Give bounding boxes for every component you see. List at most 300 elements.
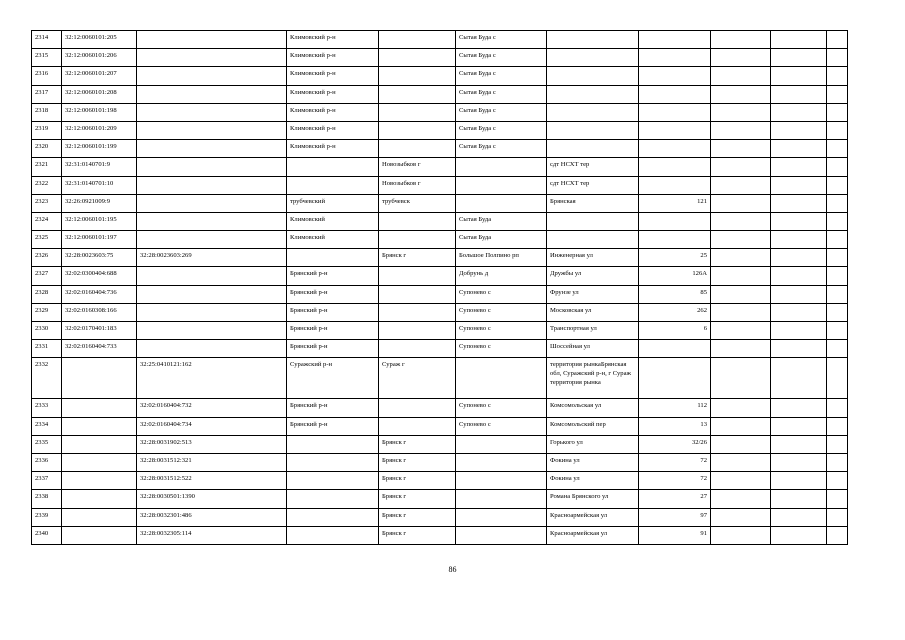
empty-cell [711, 85, 771, 103]
empty-cell [771, 472, 827, 490]
house-number-cell [639, 121, 711, 139]
cadastral-number-cell [62, 508, 137, 526]
row-number-cell: 2335 [32, 435, 62, 453]
table-row [32, 340, 848, 358]
row-number-cell: 2319 [32, 121, 62, 139]
empty-cell [827, 358, 848, 399]
street-cell: Фокина ул [547, 472, 639, 490]
house-number-cell: 6 [639, 322, 711, 340]
street-cell [547, 212, 639, 230]
empty-cell [827, 31, 848, 49]
building-cadastral-number-cell [137, 49, 287, 67]
empty-cell [711, 285, 771, 303]
district-cell: Брянский р-н [287, 340, 379, 358]
district-cell: Брянский р-н [287, 303, 379, 321]
city-cell [379, 417, 456, 435]
table-row [32, 358, 848, 399]
house-number-cell: 112 [639, 399, 711, 417]
street-cell: Комсомольская ул [547, 399, 639, 417]
cadastral-number-cell: 32:12:0060101:209 [62, 121, 137, 139]
settlement-cell: Сытая Буда с [456, 85, 547, 103]
cadastral-number-cell [62, 526, 137, 544]
empty-cell [711, 340, 771, 358]
settlement-cell: Супонево с [456, 285, 547, 303]
building-cadastral-number-cell: 32:28:0032301:486 [137, 508, 287, 526]
settlement-cell: Сытая Буда с [456, 31, 547, 49]
building-cadastral-number-cell [137, 231, 287, 249]
street-cell [547, 31, 639, 49]
empty-cell [711, 194, 771, 212]
street-cell [547, 49, 639, 67]
cadastral-number-cell [62, 435, 137, 453]
registry-table [31, 30, 848, 545]
table-row [32, 194, 848, 212]
street-cell: Романа Брянского ул [547, 490, 639, 508]
table-row [32, 212, 848, 230]
building-cadastral-number-cell: 32:28:0031902:513 [137, 435, 287, 453]
empty-cell [827, 176, 848, 194]
empty-cell [711, 453, 771, 471]
empty-cell [711, 322, 771, 340]
district-cell: Брянский р-н [287, 322, 379, 340]
settlement-cell: Большое Полпино рп [456, 249, 547, 267]
empty-cell [711, 508, 771, 526]
table-row [32, 526, 848, 544]
empty-cell [771, 212, 827, 230]
table-row [32, 285, 848, 303]
street-cell: Шоссейная ул [547, 340, 639, 358]
empty-cell [711, 49, 771, 67]
table-row [32, 158, 848, 176]
city-cell: Новозыбков г [379, 158, 456, 176]
table-row [32, 85, 848, 103]
city-cell [379, 103, 456, 121]
cadastral-number-cell: 32:12:0060101:197 [62, 231, 137, 249]
empty-cell [771, 140, 827, 158]
empty-cell [711, 67, 771, 85]
row-number-cell: 2321 [32, 158, 62, 176]
empty-cell [827, 322, 848, 340]
empty-cell [711, 267, 771, 285]
empty-cell [827, 231, 848, 249]
row-number-cell: 2315 [32, 49, 62, 67]
street-cell: Транспортная ул [547, 322, 639, 340]
row-number-cell: 2316 [32, 67, 62, 85]
street-cell: Фрунзе ул [547, 285, 639, 303]
cadastral-number-cell: 32:12:0060101:205 [62, 31, 137, 49]
house-number-cell [639, 103, 711, 121]
cadastral-number-cell: 32:02:0170401:183 [62, 322, 137, 340]
row-number-cell: 2314 [32, 31, 62, 49]
settlement-cell [456, 176, 547, 194]
empty-cell [827, 453, 848, 471]
empty-cell [771, 453, 827, 471]
cadastral-number-cell: 32:02:0160404:736 [62, 285, 137, 303]
house-number-cell: 27 [639, 490, 711, 508]
settlement-cell: Сытая Буда с [456, 49, 547, 67]
empty-cell [827, 340, 848, 358]
empty-cell [827, 67, 848, 85]
city-cell [379, 285, 456, 303]
settlement-cell [456, 508, 547, 526]
empty-cell [711, 435, 771, 453]
empty-cell [827, 212, 848, 230]
settlement-cell: Сытая Буда с [456, 140, 547, 158]
table-row [32, 508, 848, 526]
empty-cell [827, 435, 848, 453]
empty-cell [827, 158, 848, 176]
street-cell: Брянская [547, 194, 639, 212]
row-number-cell: 2324 [32, 212, 62, 230]
house-number-cell [639, 140, 711, 158]
empty-cell [771, 194, 827, 212]
building-cadastral-number-cell [137, 121, 287, 139]
house-number-cell: 85 [639, 285, 711, 303]
street-cell [547, 85, 639, 103]
table-row [32, 435, 848, 453]
table-row [32, 31, 848, 49]
empty-cell [827, 417, 848, 435]
house-number-cell [639, 340, 711, 358]
building-cadastral-number-cell [137, 176, 287, 194]
house-number-cell: 32/26 [639, 435, 711, 453]
cadastral-number-cell [62, 417, 137, 435]
cadastral-number-cell [62, 399, 137, 417]
building-cadastral-number-cell [137, 158, 287, 176]
city-cell: Сураж г [379, 358, 456, 399]
row-number-cell: 2330 [32, 322, 62, 340]
district-cell: Климовский р-н [287, 31, 379, 49]
empty-cell [771, 49, 827, 67]
cadastral-number-cell: 32:12:0060101:198 [62, 103, 137, 121]
cadastral-number-cell: 32:12:0060101:195 [62, 212, 137, 230]
table-row [32, 399, 848, 417]
cadastral-number-cell [62, 358, 137, 399]
street-cell: Московская ул [547, 303, 639, 321]
empty-cell [711, 31, 771, 49]
table-row [32, 453, 848, 471]
empty-cell [827, 508, 848, 526]
empty-cell [827, 121, 848, 139]
empty-cell [827, 526, 848, 544]
empty-cell [711, 231, 771, 249]
row-number-cell: 2340 [32, 526, 62, 544]
building-cadastral-number-cell [137, 303, 287, 321]
building-cadastral-number-cell: 32:28:0030501:1390 [137, 490, 287, 508]
house-number-cell: 13 [639, 417, 711, 435]
empty-cell [827, 103, 848, 121]
house-number-cell: 126А [639, 267, 711, 285]
cadastral-number-cell: 32:31:0140701:10 [62, 176, 137, 194]
table-row [32, 472, 848, 490]
row-number-cell: 2327 [32, 267, 62, 285]
row-number-cell: 2322 [32, 176, 62, 194]
empty-cell [711, 249, 771, 267]
city-cell [379, 340, 456, 358]
row-number-cell: 2336 [32, 453, 62, 471]
row-number-cell: 2329 [32, 303, 62, 321]
table-row [32, 249, 848, 267]
settlement-cell: Сытая Буда с [456, 121, 547, 139]
empty-cell [771, 322, 827, 340]
house-number-cell [639, 158, 711, 176]
empty-cell [827, 399, 848, 417]
building-cadastral-number-cell: 32:02:0160404:732 [137, 399, 287, 417]
empty-cell [827, 85, 848, 103]
table-row [32, 103, 848, 121]
street-cell [547, 140, 639, 158]
cadastral-number-cell: 32:28:0023603:75 [62, 249, 137, 267]
row-number-cell: 2326 [32, 249, 62, 267]
empty-cell [771, 85, 827, 103]
city-cell [379, 121, 456, 139]
district-cell: Брянский р-н [287, 285, 379, 303]
house-number-cell: 121 [639, 194, 711, 212]
house-number-cell [639, 231, 711, 249]
district-cell: Климовский р-н [287, 49, 379, 67]
house-number-cell [639, 176, 711, 194]
district-cell [287, 472, 379, 490]
table-row [32, 490, 848, 508]
row-number-cell: 2334 [32, 417, 62, 435]
settlement-cell: Добрунь д [456, 267, 547, 285]
row-number-cell: 2332 [32, 358, 62, 399]
city-cell: Брянск г [379, 526, 456, 544]
empty-cell [711, 417, 771, 435]
row-number-cell: 2339 [32, 508, 62, 526]
street-cell: Горького ул [547, 435, 639, 453]
building-cadastral-number-cell [137, 31, 287, 49]
district-cell: Брянский р-н [287, 399, 379, 417]
building-cadastral-number-cell: 32:28:0031512:522 [137, 472, 287, 490]
empty-cell [711, 176, 771, 194]
district-cell: трубчевский [287, 194, 379, 212]
street-cell [547, 121, 639, 139]
empty-cell [827, 472, 848, 490]
district-cell: Суражский р-н [287, 358, 379, 399]
house-number-cell [639, 67, 711, 85]
table-row [32, 176, 848, 194]
empty-cell [771, 249, 827, 267]
city-cell [379, 85, 456, 103]
empty-cell [827, 140, 848, 158]
table-row [32, 417, 848, 435]
city-cell: Брянск г [379, 453, 456, 471]
building-cadastral-number-cell [137, 103, 287, 121]
house-number-cell: 25 [639, 249, 711, 267]
row-number-cell: 2325 [32, 231, 62, 249]
empty-cell [771, 490, 827, 508]
settlement-cell: Сытая Буда с [456, 67, 547, 85]
settlement-cell [456, 490, 547, 508]
row-number-cell: 2331 [32, 340, 62, 358]
house-number-cell: 72 [639, 472, 711, 490]
settlement-cell [456, 526, 547, 544]
row-number-cell: 2317 [32, 85, 62, 103]
cadastral-number-cell: 32:02:0160404:733 [62, 340, 137, 358]
empty-cell [711, 399, 771, 417]
empty-cell [711, 103, 771, 121]
empty-cell [827, 249, 848, 267]
building-cadastral-number-cell [137, 285, 287, 303]
district-cell: Брянский р-н [287, 267, 379, 285]
row-number-cell: 2328 [32, 285, 62, 303]
empty-cell [827, 490, 848, 508]
settlement-cell: Супонево с [456, 417, 547, 435]
building-cadastral-number-cell [137, 267, 287, 285]
house-number-cell [639, 85, 711, 103]
district-cell: Климовский [287, 231, 379, 249]
district-cell [287, 435, 379, 453]
empty-cell [711, 472, 771, 490]
cadastral-number-cell: 32:12:0060101:199 [62, 140, 137, 158]
empty-cell [771, 176, 827, 194]
cadastral-number-cell: 32:26:0921009:9 [62, 194, 137, 212]
empty-cell [771, 285, 827, 303]
empty-cell [711, 490, 771, 508]
street-cell [547, 67, 639, 85]
settlement-cell: Супонево с [456, 303, 547, 321]
house-number-cell [639, 49, 711, 67]
street-cell: Красноармейская ул [547, 526, 639, 544]
building-cadastral-number-cell: 32:28:0032305:114 [137, 526, 287, 544]
city-cell [379, 303, 456, 321]
empty-cell [711, 212, 771, 230]
empty-cell [771, 340, 827, 358]
district-cell: Климовский р-н [287, 85, 379, 103]
city-cell [379, 322, 456, 340]
city-cell [379, 231, 456, 249]
street-cell [547, 103, 639, 121]
settlement-cell [456, 194, 547, 212]
building-cadastral-number-cell [137, 67, 287, 85]
building-cadastral-number-cell [137, 85, 287, 103]
street-cell: Комсомольский пер [547, 417, 639, 435]
district-cell: Климовский р-н [287, 67, 379, 85]
cadastral-number-cell: 32:02:0300404:688 [62, 267, 137, 285]
house-number-cell: 72 [639, 453, 711, 471]
district-cell: Климовский р-н [287, 121, 379, 139]
settlement-cell: Супонево с [456, 399, 547, 417]
district-cell [287, 249, 379, 267]
empty-cell [771, 231, 827, 249]
building-cadastral-number-cell [137, 194, 287, 212]
empty-cell [771, 103, 827, 121]
cadastral-number-cell [62, 453, 137, 471]
settlement-cell: Сытая Буда [456, 212, 547, 230]
cadastral-number-cell: 32:12:0060101:206 [62, 49, 137, 67]
empty-cell [771, 508, 827, 526]
empty-cell [771, 435, 827, 453]
cadastral-number-cell: 32:31:0140701:9 [62, 158, 137, 176]
street-cell: сдт НСХТ тер [547, 158, 639, 176]
district-cell: Климовский [287, 212, 379, 230]
empty-cell [827, 303, 848, 321]
district-cell [287, 158, 379, 176]
city-cell [379, 399, 456, 417]
city-cell: Брянск г [379, 249, 456, 267]
city-cell [379, 140, 456, 158]
empty-cell [771, 31, 827, 49]
house-number-cell [639, 31, 711, 49]
settlement-cell: Сытая Буда [456, 231, 547, 249]
empty-cell [771, 399, 827, 417]
house-number-cell [639, 212, 711, 230]
settlement-cell [456, 358, 547, 399]
empty-cell [827, 285, 848, 303]
row-number-cell: 2318 [32, 103, 62, 121]
city-cell: Брянск г [379, 435, 456, 453]
city-cell [379, 67, 456, 85]
street-cell: Дружбы ул [547, 267, 639, 285]
empty-cell [827, 49, 848, 67]
settlement-cell: Сытая Буда с [456, 103, 547, 121]
city-cell: Брянск г [379, 490, 456, 508]
city-cell [379, 31, 456, 49]
table-body [32, 31, 848, 545]
building-cadastral-number-cell: 32:28:0031512:321 [137, 453, 287, 471]
building-cadastral-number-cell [137, 212, 287, 230]
row-number-cell: 2333 [32, 399, 62, 417]
city-cell: Брянск г [379, 472, 456, 490]
row-number-cell: 2338 [32, 490, 62, 508]
empty-cell [771, 267, 827, 285]
city-cell: Брянск г [379, 508, 456, 526]
settlement-cell [456, 435, 547, 453]
table-row [32, 231, 848, 249]
table-row [32, 322, 848, 340]
table-row [32, 267, 848, 285]
district-cell [287, 176, 379, 194]
table-row [32, 121, 848, 139]
settlement-cell [456, 453, 547, 471]
page-number: 86 [448, 565, 457, 574]
house-number-cell: 91 [639, 526, 711, 544]
cadastral-number-cell: 32:02:0160308:166 [62, 303, 137, 321]
street-cell [547, 231, 639, 249]
building-cadastral-number-cell [137, 322, 287, 340]
city-cell [379, 267, 456, 285]
empty-cell [711, 158, 771, 176]
street-cell: территория рынкаБрянская обл, Суражский р-н, г Сураж территория рынка [547, 358, 639, 399]
settlement-cell [456, 158, 547, 176]
empty-cell [771, 526, 827, 544]
district-cell: Климовский р-н [287, 103, 379, 121]
cadastral-number-cell: 32:12:0060101:208 [62, 85, 137, 103]
table-row [32, 67, 848, 85]
street-cell: Красноармейская ул [547, 508, 639, 526]
row-number-cell: 2320 [32, 140, 62, 158]
street-cell: Фокина ул [547, 453, 639, 471]
building-cadastral-number-cell [137, 340, 287, 358]
district-cell [287, 453, 379, 471]
empty-cell [711, 303, 771, 321]
empty-cell [711, 526, 771, 544]
empty-cell [771, 417, 827, 435]
building-cadastral-number-cell: 32:28:0023603:269 [137, 249, 287, 267]
settlement-cell [456, 472, 547, 490]
empty-cell [771, 303, 827, 321]
city-cell [379, 49, 456, 67]
city-cell: Новозыбков г [379, 176, 456, 194]
empty-cell [771, 158, 827, 176]
district-cell: Брянский р-н [287, 417, 379, 435]
building-cadastral-number-cell: 32:25:0410121:162 [137, 358, 287, 399]
empty-cell [771, 121, 827, 139]
empty-cell [711, 121, 771, 139]
street-cell: сдт НСХТ тер [547, 176, 639, 194]
table-row [32, 303, 848, 321]
